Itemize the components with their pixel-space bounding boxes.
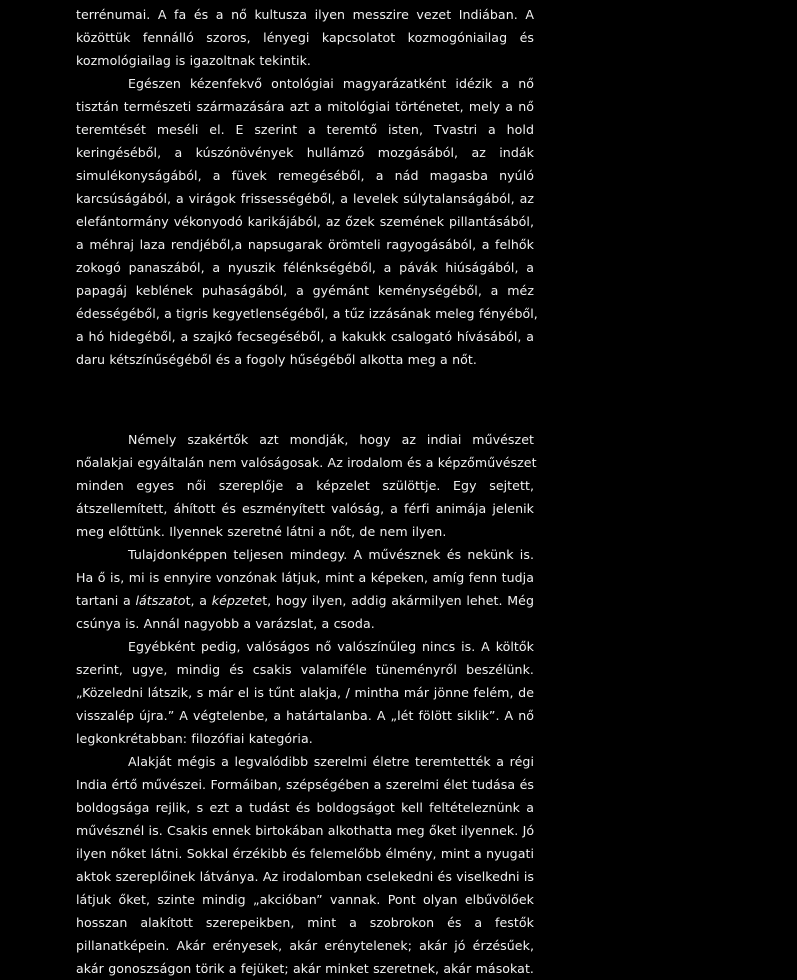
paragraph-start: Egyébként pedig, valóságos nő valószínűleg nincs is. A költők [128, 639, 534, 654]
text-line: legkonkrétabban: filozófiai kategória. [76, 731, 313, 746]
paragraph-start: Tulajdonképpen teljesen mindegy. A művésznek és nekünk is. [128, 547, 534, 562]
paragraph-start: Egészen kézenfekvő ontológiai magyarázatként idézik a nő [128, 76, 534, 91]
paragraph-start: Némely szakértők azt mondják, hogy az indiai művészet [128, 432, 534, 447]
text-line: a hó hidegéből, a szajkó fecsegéséből, a kakukk csalogató hívásából, a [76, 329, 534, 344]
text-line: átszellemített, áhított és eszményített valóság, a férfi animája jelenik [76, 501, 534, 516]
text-line: elefántormány vékonyodó karikájából, az őzek szemének pillantásából, [76, 214, 534, 229]
document-page [76, 3, 538, 980]
text-line: karcsúságából, a virágok frissességéből, a levelek súlytalanságából, az [76, 191, 534, 206]
text-line: ilyen nőket látni. Sokkal érzékibb és felemelőbb élmény, mint a nyugati [76, 846, 534, 861]
text-line: meg előttünk. Ilyennek szeretné látni a nőt, de nem ilyen. [76, 524, 447, 539]
text-line: közöttük fennálló szoros, lényegi kapcsolatot kozmogóniailag és [76, 30, 534, 45]
text-line: boldogsága rejlik, s ezt a tudást és boldogságot kell feltételeznünk a [76, 800, 534, 815]
text-line: zokogó panaszából, a nyuszik félénkségéből, a pávák hiúságából, a [76, 260, 534, 275]
text-line: keringéséből, a kúszónövények hullámzó mozgásából, az indák [76, 145, 534, 160]
text-line: aktok szereplőinek látványa. Az irodalomban cselekedni és viselkedni is [76, 869, 534, 884]
italic-term: képzete [211, 593, 263, 608]
text-line: pillanatképein. Akár erényesek, akár erénytelenek; akár jó érzésűek, [76, 938, 534, 953]
text-line-italic: tartani a látszatot, a képzetet, hogy ilyen, addig akármilyen lehet. Még [76, 593, 534, 608]
text-line: visszalép újra.” A végtelenbe, a határtalanba. A „lét fölött siklik”. A nő [76, 708, 534, 723]
text-line: kozmológiailag is igazoltnak tekintik. [76, 53, 311, 68]
text-line: minden egyes női szereplője a képzelet szülöttje. Egy sejtett, [76, 478, 534, 493]
text-line: szerint, ugye, mindig és csakis valamiféle tüneményről beszélünk. [76, 662, 534, 677]
text-line: „Közeledni látszik, s már el is tűnt alakja, / mintha már jönne felém, de [76, 685, 534, 700]
italic-term: látszato [135, 593, 186, 608]
text-line: látjuk őket, szinte mindig „akcióban” vannak. Pont olyan elbűvölőek [76, 892, 534, 907]
text-line: hosszan alakított szerepeikben, mint a szobrokon és a festők [76, 915, 534, 930]
text-line: művésznél is. Csakis ennek birtokában alkothatta meg őket ilyennek. Jó [76, 823, 535, 838]
text-line: simulékonyságából, a füvek remegéséből, a nád magasba nyúló [76, 168, 534, 183]
text-line: papagáj keblének puhaságából, a gyémánt keménységéből, a méz [76, 283, 534, 298]
paragraph-start: Alakját mégis a legvalódibb szerelmi életre teremtették a régi [128, 754, 534, 769]
text-line: csúnya is. Annál nagyobb a varázslat, a csoda. [76, 616, 375, 631]
text-line: teremtését meséli el. E szerint a teremtő isten, Tvastri a hold [76, 122, 534, 137]
text-line: Ha ő is, mi is ennyire vonzónak látjuk, mint a képeken, amíg fenn tudja [76, 570, 534, 585]
text-line: akár gonoszságon törik a fejüket; akár minket szeretnek, akár másokat. [76, 961, 534, 976]
text-line: daru kétszínűségéből és a fogoly hűségéből alkotta meg a nőt. [76, 352, 477, 367]
text-line: tisztán természeti származására azt a mitológiai történetet, mely a nő [76, 99, 534, 114]
text-line: édességéből, a tigris kegyetlenségéből, a tűz izzásának meleg fényéből, [76, 306, 538, 321]
text-line: terrénumai. A fa és a nő kultusza ilyen messzire vezet Indiában. A [76, 7, 534, 22]
text-line: India értő művészei. Formáiban, szépségében a szerelmi élet tudása és [76, 777, 534, 792]
text-line: a méhraj laza rendjéből,a napsugarak örömteli ragyogásából, a felhők [76, 237, 534, 252]
text-line: nőalakjai egyáltalán nem valóságosak. Az irodalom és a képzőművészet [76, 455, 537, 470]
